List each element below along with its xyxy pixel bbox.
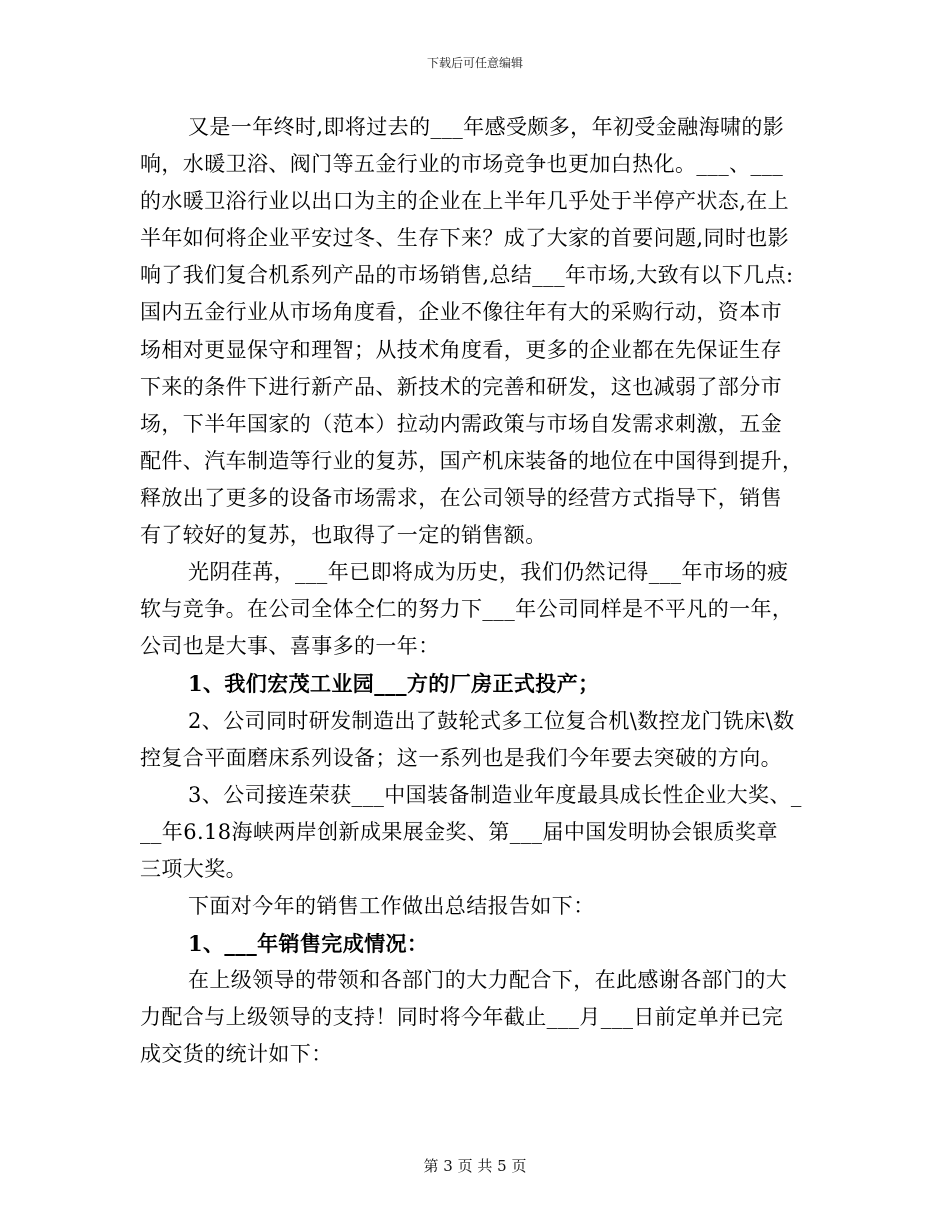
body-text-line: 下来的条件下进行新产品、新技术的完善和研发，这也减弱了部分市	[140, 374, 782, 399]
page-number: 第 3 页 共 5 页	[423, 1157, 527, 1175]
body-text-line: 国内五金行业从市场角度看，企业不像往年有大的采购行动，资本市	[140, 300, 782, 325]
body-text-line: 又是一年终时,即将过去的___年感受颇多，年初受金融海啸的影	[188, 115, 785, 139]
section-heading-line: 1、___年销售完成情况：	[188, 931, 429, 957]
body-text-line: 控复合平面磨床系列设备；这一系列也是我们今年要去突破的方向。	[140, 745, 782, 770]
body-text-line: __年6.18海峡两岸创新成果展金奖、第___届中国发明协会银质奖章	[140, 819, 778, 844]
body-text-line: 半年如何将企业平安过冬、生存下来？成了大家的首要问题,同时也影	[140, 226, 790, 251]
body-text-line: 成交货的统计如下：	[140, 1042, 333, 1067]
body-text-line: 的水暖卫浴行业以出口为主的企业在上半年几乎处于半停产状态,在上	[140, 189, 790, 214]
section-heading-line: 1、我们宏茂工业园___方的厂房正式投产；	[188, 671, 600, 697]
page-header-note: 下载后可任意编辑	[426, 56, 523, 70]
body-text-line: 2、公司同时研发制造出了鼓轮式多工位复合机\数控龙门铣床\数	[188, 708, 795, 733]
body-text-line: 场，下半年国家的（范本）拉动内需政策与市场自发需求刺激，五金	[140, 411, 782, 436]
body-text-line: 3、公司接连荣获___中国装备制造业年度最具成长性企业大奖、_	[188, 782, 802, 807]
body-text-line: 场相对更显保守和理智；从技术角度看，更多的企业都在先保证生存	[140, 337, 782, 362]
body-text-line: 软与竞争。在公司全体仝仁的努力下___年公司同样是不平凡的一年，	[140, 597, 794, 622]
body-text-line: 光阴荏苒，___年已即将成为历史，我们仍然记得___年市场的疲	[188, 560, 789, 585]
body-text-line: 下面对今年的销售工作做出总结报告如下：	[188, 893, 595, 918]
body-text-line: 响了我们复合机系列产品的市场销售,总结___年市场,大致有以下几点:	[140, 263, 794, 288]
body-text-line: 力配合与上级领导的支持！同时将今年截止___月___日前定单并已完	[140, 1005, 784, 1030]
body-text-line: 公司也是大事、喜事多的一年：	[140, 634, 440, 659]
body-text-line: 释放出了更多的设备市场需求，在公司领导的经营方式指导下，销售	[140, 485, 782, 510]
body-text-line: 有了较好的复苏，也取得了一定的销售额。	[140, 523, 547, 548]
body-text-line: 三项大奖。	[140, 856, 247, 881]
body-text-line: 在上级领导的带领和各部门的大力配合下，在此感谢各部门的大	[188, 968, 788, 993]
body-text-line: 响，水暖卫浴、阀门等五金行业的市场竞争也更加白热化。___、___	[140, 152, 784, 177]
body-text-line: 配件、汽车制造等行业的复苏，国产机床装备的地位在中国得到提升，	[140, 448, 804, 473]
document-body	[140, 109, 820, 1073]
